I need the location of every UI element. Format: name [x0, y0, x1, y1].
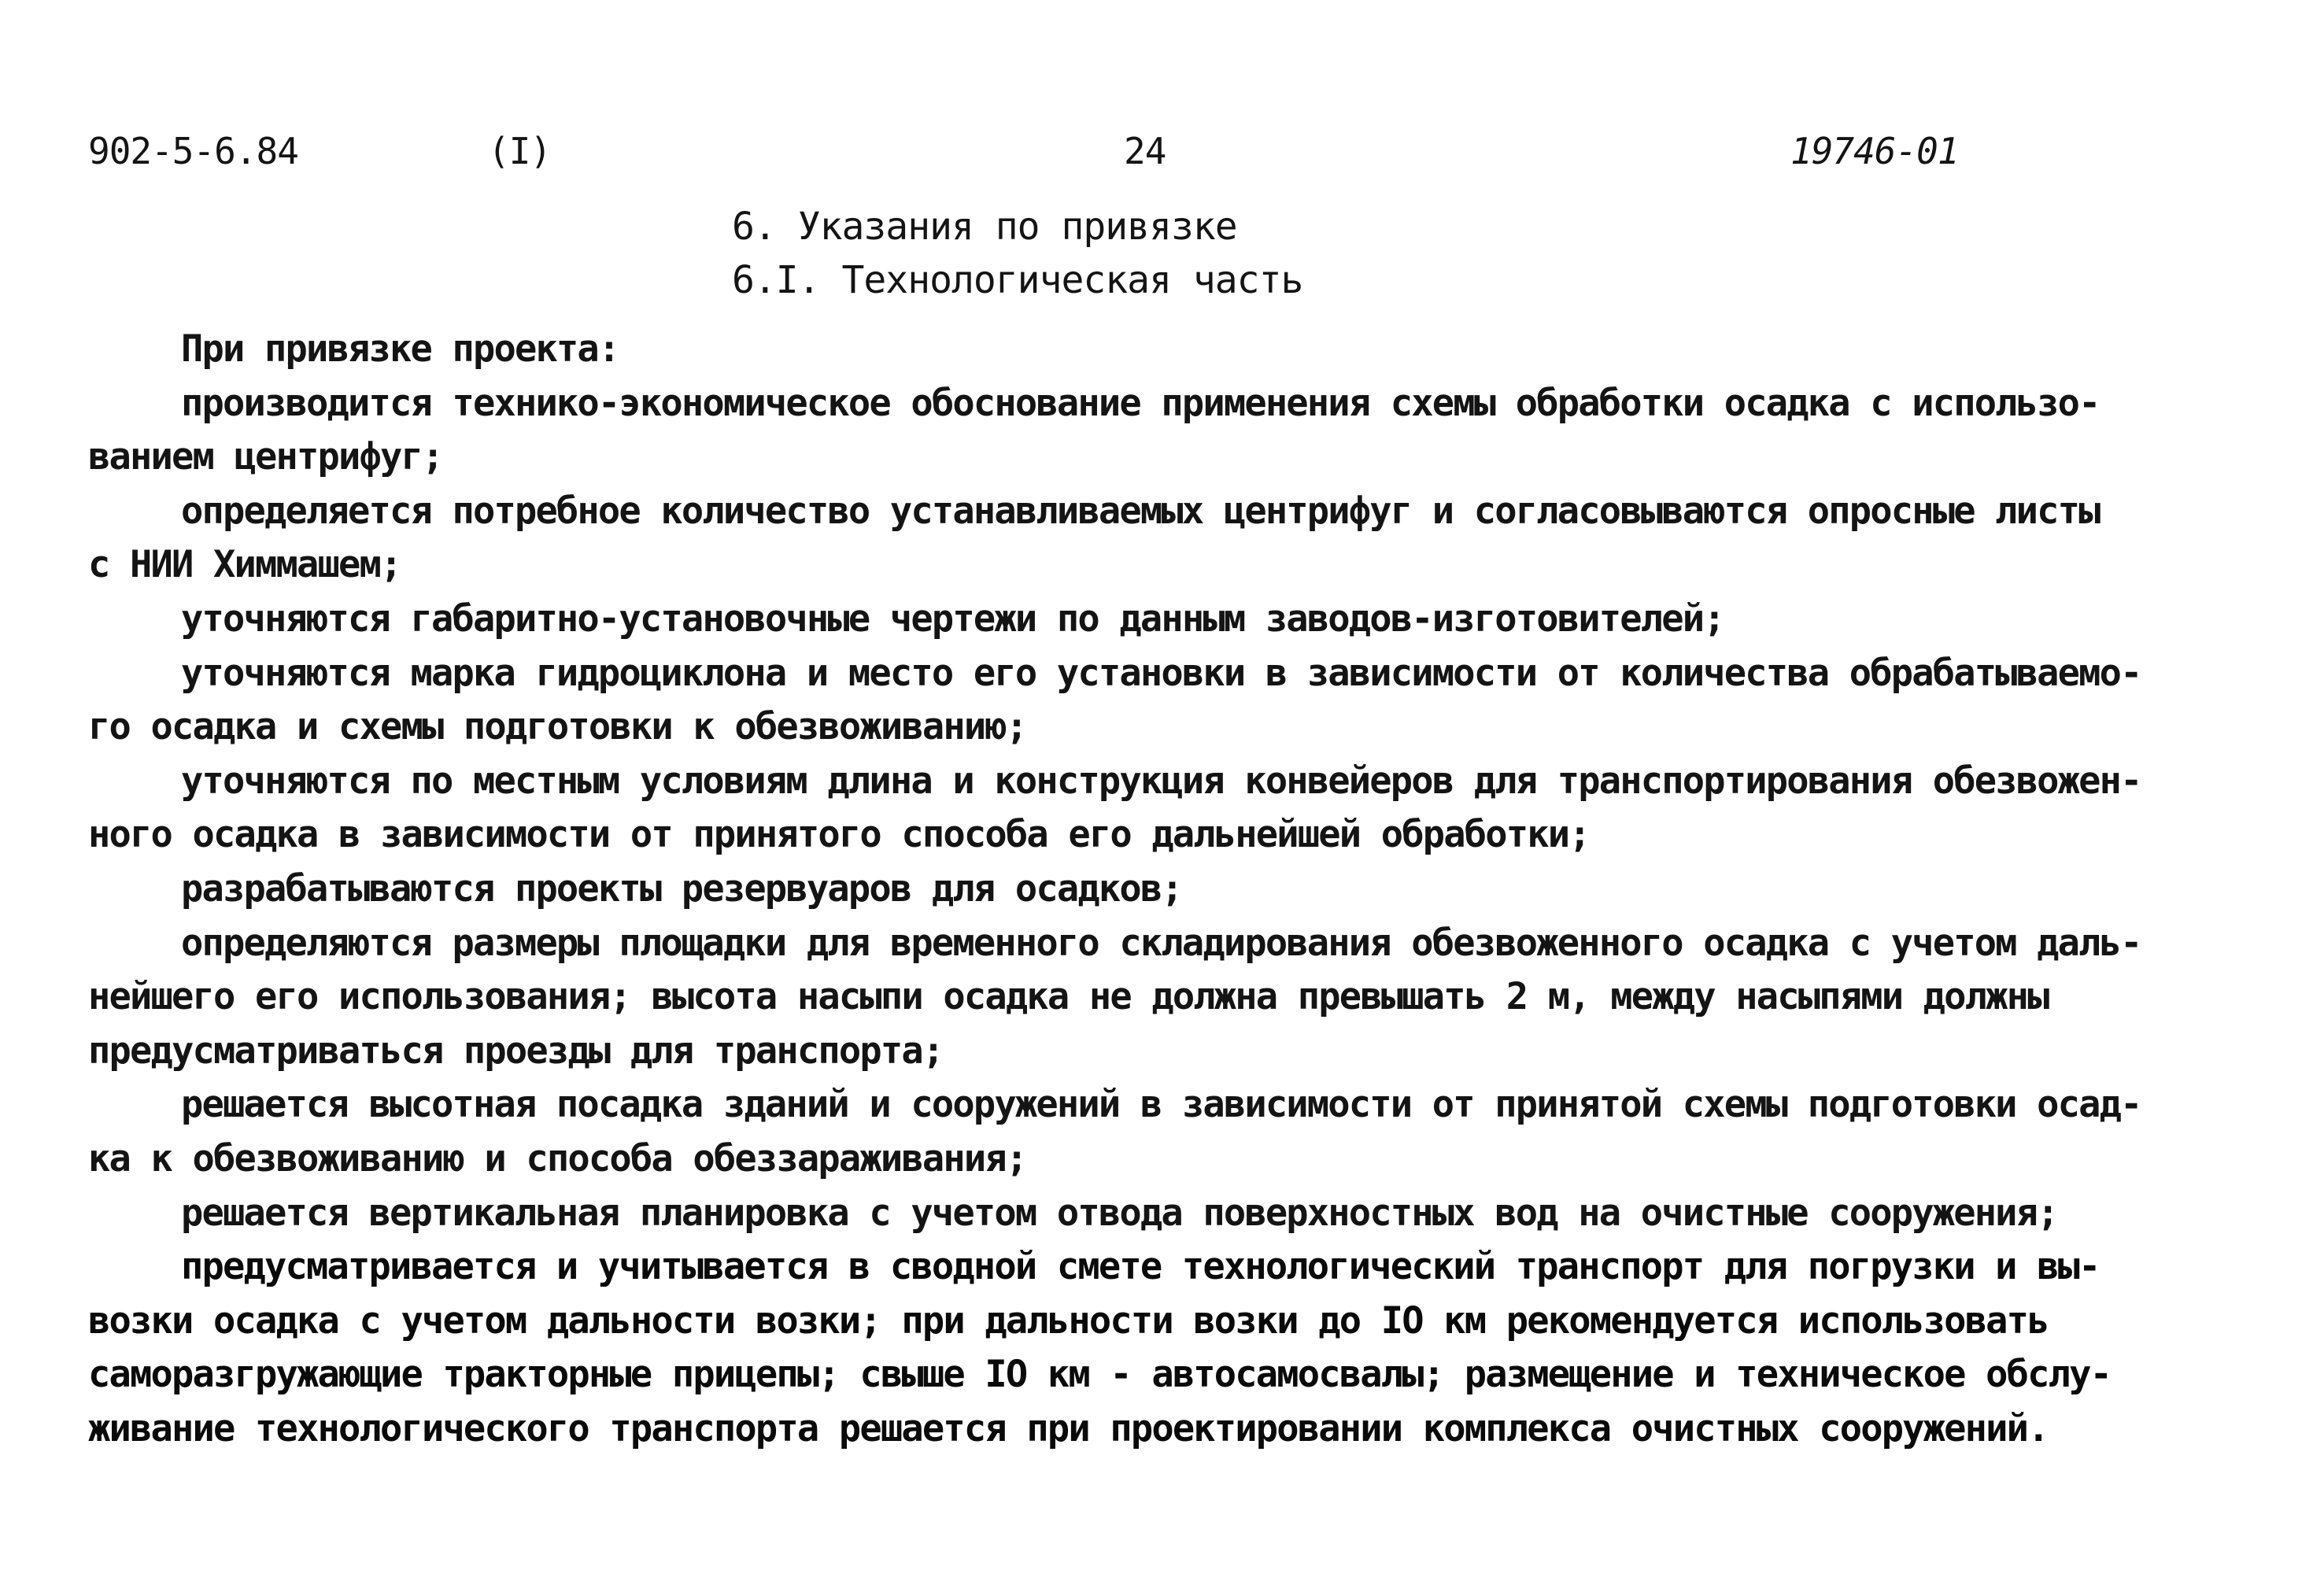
inventory-number: 19746-01 [1790, 130, 1959, 172]
body-line: с НИИ Химмашем; [88, 543, 401, 587]
body-line: решается высотная посадка зданий и сооружений в зависимости от принятой схемы подготовки осад- [181, 1083, 2141, 1127]
body-line: ванием центрифуг; [88, 435, 443, 479]
body-line: предусматривается и учитывается в сводной смете технологический транспорт для погрузки и вы- [181, 1245, 2100, 1289]
body-text [88, 323, 2260, 1456]
body-line: уточняются по местным условиям длина и конструкция конвейеров для транспортирования обезвожен- [181, 759, 2141, 803]
page-number: 24 [1124, 130, 1166, 172]
document-code: 902-5-6.84 [88, 130, 298, 172]
section-title: 6. Указания по привязке [732, 205, 1237, 249]
body-line: живание технологического транспорта решается при проектировании комплекса очистных сооружений. [88, 1406, 2049, 1450]
section-subtitle: 6.I. Технологическая часть [732, 258, 1303, 302]
body-line: уточняются марка гидроциклона и место его установки в зависимости от количества обрабатываемо- [181, 651, 2141, 695]
body-line: ного осадка в зависимости от принятого способа его дальнейшей обработки; [88, 813, 1590, 857]
body-line: возки осадка с учетом дальности возки; при дальности возки до IO км рекомендуется использовать [88, 1298, 2049, 1343]
body-line: го осадка и схемы подготовки к обезвоживанию; [88, 705, 1027, 749]
body-line: предусматриваться проезды для транспорта; [88, 1029, 944, 1073]
body-line: ка к обезвоживанию и способа обеззараживания; [88, 1136, 1027, 1180]
body-line: определяется потребное количество устанавливаемых центрифуг и согласовываются опросные листы [181, 489, 2100, 533]
body-line: производится технико-экономическое обоснование применения схемы обработки осадка с использо- [181, 381, 2100, 425]
body-line: саморазгружающие тракторные прицепы; свыше IO км - автосамосвалы; размещение и техническое обслу- [88, 1353, 2112, 1397]
sheet-part: (I) [488, 130, 552, 172]
body-line: нейшего его использования; высота насыпи осадка не должна превышать 2 м, между насыпями должны [88, 975, 2049, 1019]
body-line: разрабатываются проекты резервуаров для осадков; [181, 866, 1182, 911]
body-line: решается вертикальная планировка с учетом отвода поверхностных вод на очистные сооружения; [181, 1191, 2058, 1235]
body-line-intro: При привязке проекта: [181, 327, 619, 371]
body-line: определяются размеры площадки для временного складирования обезвоженного осадка с учетом даль- [181, 921, 2141, 965]
body-line: уточняются габаритно-установочные чертежи по данным заводов-изготовителей; [181, 597, 1724, 641]
